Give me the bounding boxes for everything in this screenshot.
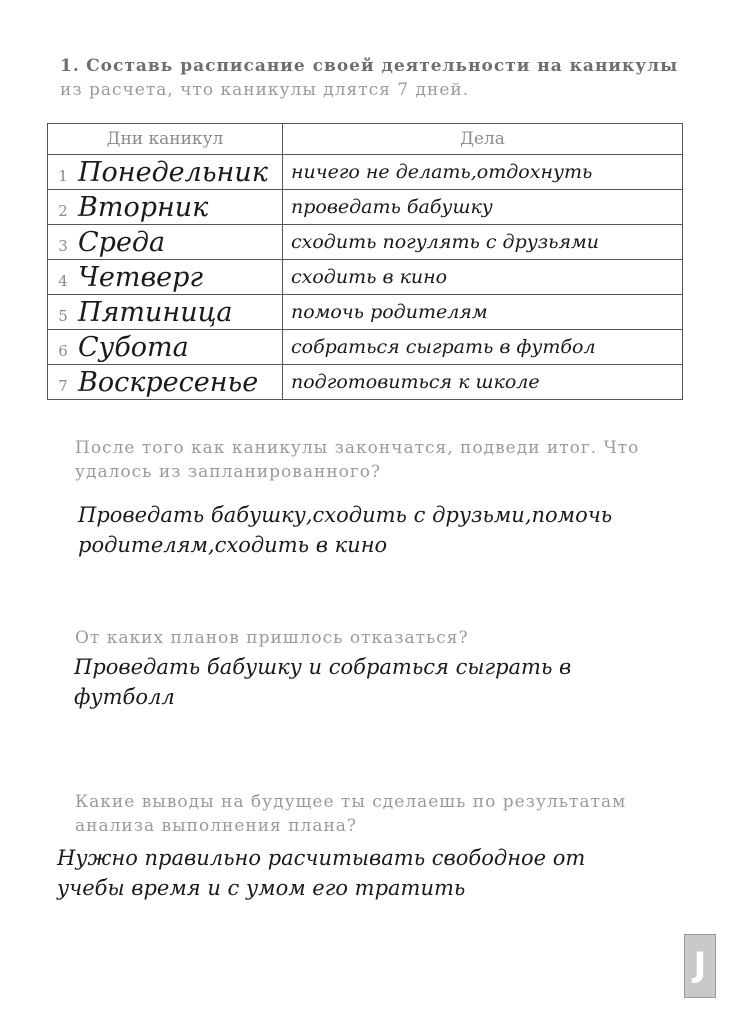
day-name: Среда [78, 226, 166, 258]
task-cell: сходить погулять с друзьями [283, 225, 683, 260]
day-name: Четверг [78, 261, 204, 293]
table-row [48, 225, 683, 260]
day-name: Воскресенье [78, 366, 259, 398]
day-name: Субота [78, 331, 189, 363]
task-cell: помочь родителям [283, 295, 683, 330]
schedule-table [47, 123, 683, 400]
table-row [48, 330, 683, 365]
table-row [48, 155, 683, 190]
table-row [48, 260, 683, 295]
task-cell: собраться сыграть в футбол [283, 330, 683, 365]
day-name: Вторник [78, 191, 209, 223]
table-header-row [48, 124, 683, 155]
question-1: После того как каникулы закончатся, подведи итог. Что удалось из запланированного? [75, 438, 640, 482]
answer-1: Проведать бабушку,сходить с друзьми,помочь родителям,сходить в кино [78, 503, 613, 557]
header-days: Дни каникул [48, 124, 283, 155]
task-number: 1. [60, 56, 80, 76]
row-number: 7 [58, 376, 68, 395]
table-row [48, 295, 683, 330]
task-title: Составь расписание своей деятельности на каникулы [86, 56, 679, 76]
day-name: Понедельник [78, 156, 268, 188]
day-cell [48, 155, 283, 190]
question-3: Какие выводы на будущее ты сделаешь по результатам анализа выполнения плана? [75, 792, 627, 836]
day-cell [48, 225, 283, 260]
row-number: 2 [58, 201, 68, 220]
day-cell [48, 260, 283, 295]
row-number: 1 [58, 166, 68, 185]
task-cell: сходить в кино [283, 260, 683, 295]
row-number: 5 [58, 306, 68, 325]
day-cell [48, 295, 283, 330]
day-cell [48, 190, 283, 225]
task-heading [60, 54, 700, 102]
answer-2: Проведать бабушку и собраться сыграть в футболл [74, 655, 572, 709]
row-number: 3 [58, 236, 68, 255]
task-cell: проведать бабушку [283, 190, 683, 225]
logo: J [684, 934, 716, 998]
question-2: От каких планов пришлось отказаться? [75, 628, 469, 648]
task-cell: подготовиться к школе [283, 365, 683, 400]
task-subtitle: из расчета, что каникулы длятся 7 дней. [60, 80, 470, 100]
day-cell [48, 330, 283, 365]
day-cell [48, 365, 283, 400]
day-name: Пятиница [78, 296, 233, 328]
row-number: 4 [58, 271, 68, 290]
table-row [48, 190, 683, 225]
task-cell: ничего не делать,отдохнуть [283, 155, 683, 190]
header-tasks: Дела [283, 124, 683, 155]
answer-3: Нужно правильно расчитывать свободное от учебы время и с умом его тратить [57, 846, 586, 900]
table-row [48, 365, 683, 400]
row-number: 6 [58, 341, 68, 360]
